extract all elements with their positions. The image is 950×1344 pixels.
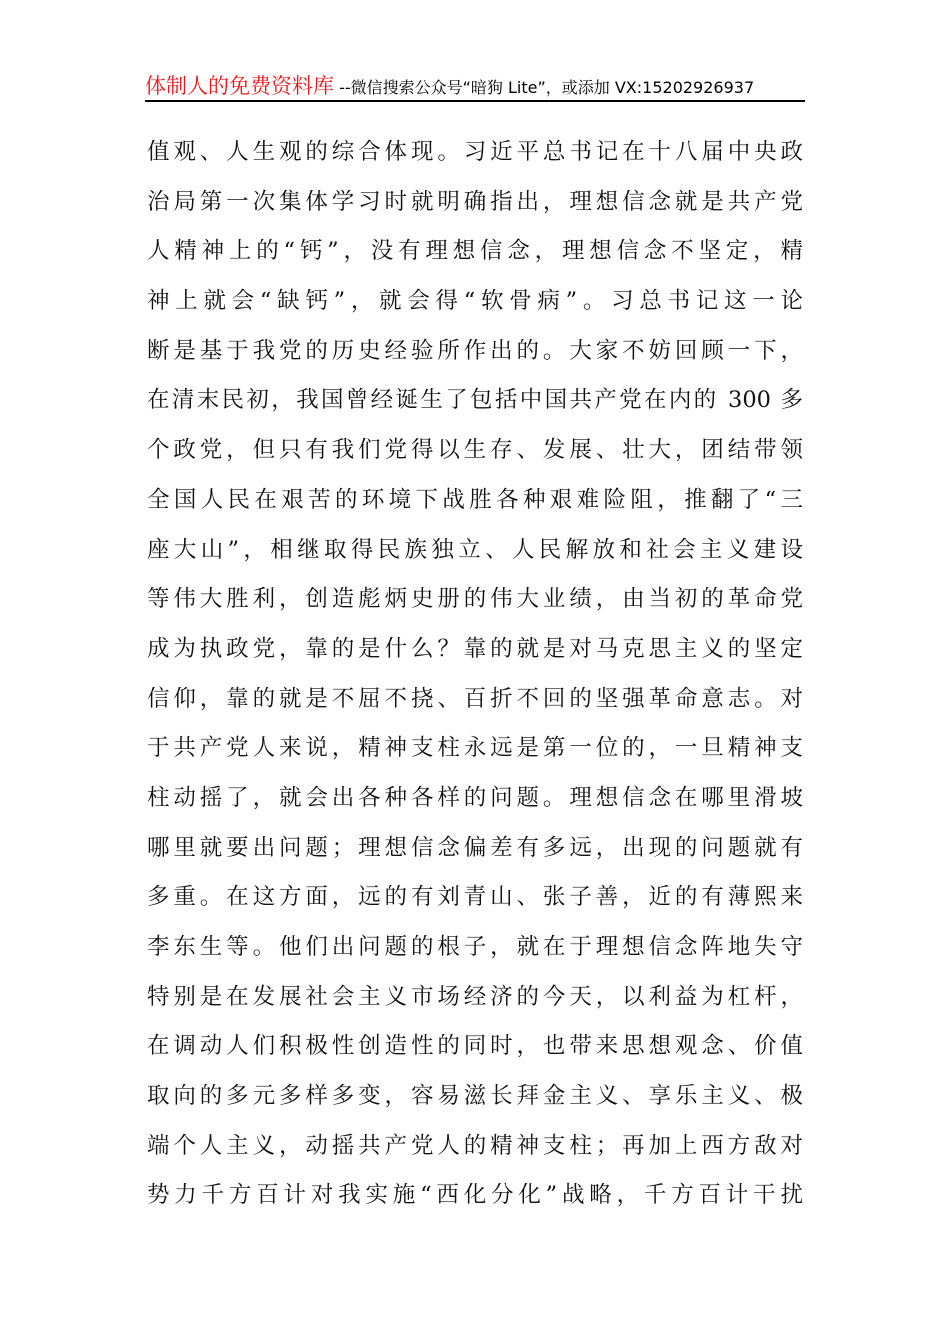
text-line: 多重。在这方面，远的有刘青山、张子善，近的有薄熙来 — [147, 884, 803, 911]
text-line: 于共产党人来说，精神支柱永远是第一位的，一旦精神支 — [147, 735, 803, 762]
text-line: 等伟大胜利，创造彪炳史册的伟大业绩，由当初的革命党 — [147, 586, 803, 613]
text-line: 势力千方百计对我实施“西化分化”战略，千方百计干扰 — [147, 1182, 803, 1209]
text-line: 在清末民初，我国曾经诞生了包括中国共产党在内的 300 多 — [147, 387, 803, 414]
text-line: 李东生等。他们出问题的根子，就在于理想信念阵地失守 — [147, 934, 803, 960]
text-line: 断是基于我党的历史经验所作出的。大家不妨回顾一下， — [147, 337, 803, 364]
header-brand: 体制人的免费资料库 — [145, 74, 334, 98]
text-line: 取向的多元多样多变，容易滋长拜金主义、享乐主义、极 — [147, 1083, 803, 1110]
text-line: 柱动摇了，就会出各种各样的问题。理想信念在哪里滑坡 — [147, 784, 803, 811]
text-line: 成为执政党，靠的是什么？靠的就是对马克思主义的坚定 — [147, 635, 803, 662]
text-line: 端个人主义，动摇共产党人的精神支柱；再加上西方敌对 — [147, 1132, 803, 1159]
text-line: 神上就会“缺钙”，就会得“软骨病”。习总书记这一论 — [147, 288, 803, 315]
text-line: 在调动人们积极性创造性的同时，也带来思想观念、价值 — [147, 1033, 803, 1060]
text-line: 人精神上的“钙”，没有理想信念，理想信念不坚定，精 — [147, 238, 803, 265]
header-note: --微信搜索公众号“暗狗 Lite”，或添加 VX:15202926937 — [334, 78, 755, 97]
text-line: 个政党，但只有我们党得以生存、发展、壮大，团结带领 — [147, 437, 803, 464]
text-line: 信仰，靠的就是不屈不挠、百折不回的坚强革命意志。对 — [147, 685, 803, 712]
text-line: 全国人民在艰苦的环境下战胜各种艰难险阻，推翻了“三 — [147, 486, 803, 513]
text-line: 值观、人生观的综合体现。习近平总书记在十八届中央政 — [147, 139, 803, 165]
text-line: 治局第一次集体学习时就明确指出，理想信念就是共产党 — [147, 188, 803, 215]
document-body — [147, 132, 803, 1225]
text-line: 哪里就要出问题；理想信念偏差有多远，出现的问题就有 — [147, 834, 803, 861]
text-line: 特别是在发展社会主义市场经济的今天，以利益为杠杆， — [147, 983, 803, 1010]
page-header — [145, 70, 805, 102]
text-line: 座大山”，相继取得民族独立、人民解放和社会主义建设 — [147, 536, 803, 563]
